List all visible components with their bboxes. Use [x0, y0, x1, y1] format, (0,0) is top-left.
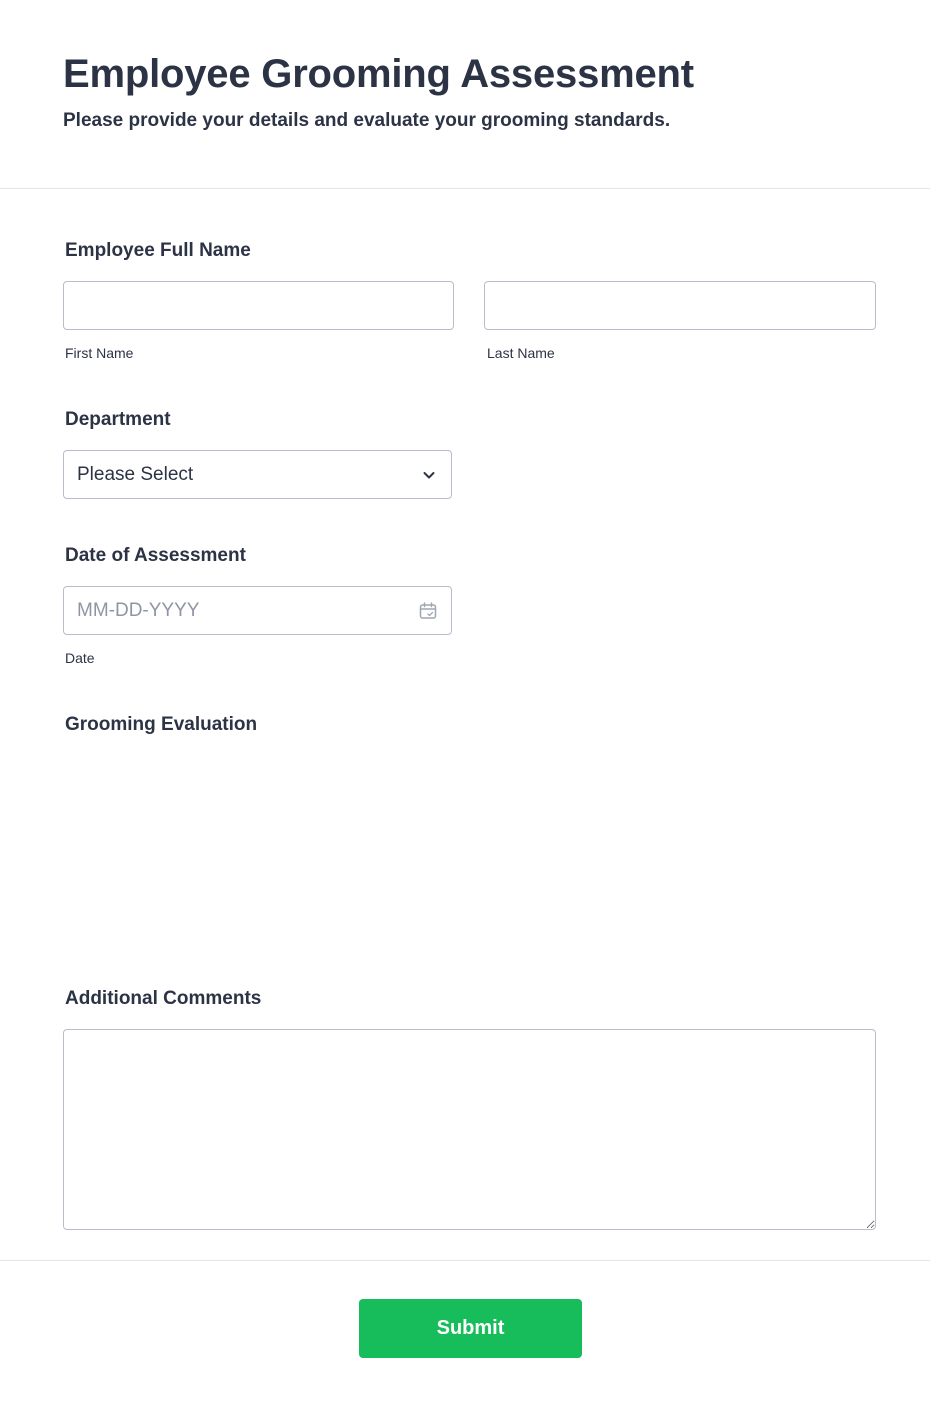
- last-name-sublabel: Last Name: [487, 345, 555, 361]
- calendar-icon[interactable]: [418, 601, 438, 621]
- date-sublabel: Date: [65, 650, 95, 666]
- additional-comments-label: Additional Comments: [65, 988, 262, 1009]
- full-name-label: Employee Full Name: [65, 240, 251, 261]
- date-field[interactable]: [63, 586, 452, 635]
- grooming-evaluation-label: Grooming Evaluation: [65, 714, 258, 735]
- form-header: [0, 0, 930, 189]
- department-selected-value: Please Select: [77, 463, 194, 485]
- last-name-input[interactable]: [484, 281, 876, 330]
- additional-comments-textarea[interactable]: [63, 1029, 876, 1230]
- submit-button[interactable]: Submit: [359, 1299, 582, 1358]
- date-label: Date of Assessment: [65, 545, 246, 566]
- page-title: Employee Grooming Assessment: [63, 52, 694, 96]
- footer-divider: [0, 1260, 930, 1261]
- page-subtitle: Please provide your details and evaluate your grooming standards.: [63, 110, 671, 131]
- first-name-input[interactable]: [63, 281, 454, 330]
- chevron-down-icon: [420, 466, 438, 484]
- department-label: Department: [65, 409, 171, 430]
- department-select[interactable]: [63, 450, 452, 499]
- first-name-sublabel: First Name: [65, 345, 134, 361]
- date-input[interactable]: [77, 600, 418, 622]
